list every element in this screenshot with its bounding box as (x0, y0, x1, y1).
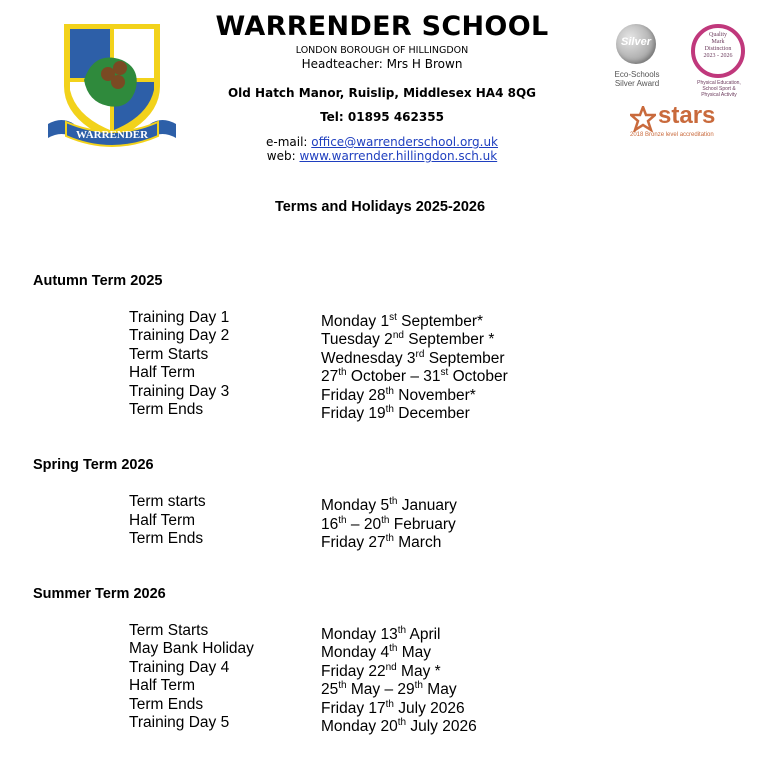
school-name: WARRENDER SCHOOL (215, 11, 549, 42)
row-label: Term starts (129, 493, 206, 510)
spring-term-section (33, 457, 733, 474)
row-date: Wednesday 3rd September (321, 349, 505, 368)
qm-line-3: Distinction (704, 46, 732, 52)
page-title: Terms and Holidays 2025-2026 (274, 199, 486, 215)
row-date: Monday 5th January (321, 496, 457, 515)
row-label: Half Term (129, 677, 196, 694)
email-label: e-mail: (265, 135, 312, 149)
star-icon (630, 106, 656, 132)
silver-badge-word: Silver (621, 36, 651, 48)
eco-caption-line-2: Silver Award (614, 79, 660, 88)
row-label: Training Day 1 (129, 309, 230, 326)
school-crest-logo (44, 20, 180, 148)
qm-sub-1: Physical Education, (697, 80, 741, 86)
row-label: Training Day 5 (129, 714, 230, 731)
web-label: web: (266, 149, 300, 163)
stars-accreditation-badge (630, 102, 730, 142)
row-date: Monday 20th July 2026 (321, 717, 477, 736)
row-date: Tuesday 2nd September * (321, 330, 495, 349)
row-date: 25th May – 29th May (321, 680, 457, 699)
row-date: Monday 13th April (321, 625, 441, 644)
qm-sub-3: Physical Activity (701, 92, 737, 98)
summer-term-section (33, 586, 733, 603)
school-telephone: Tel: 01895 462355 (320, 110, 444, 124)
row-date: 16th – 20th February (321, 515, 456, 534)
row-label: Term Ends (129, 401, 204, 418)
row-label: Training Day 4 (129, 659, 230, 676)
row-label: Term Starts (129, 622, 209, 639)
web-line (200, 149, 564, 163)
crest-banner-text: WARRENDER (75, 129, 149, 141)
row-label: Training Day 2 (129, 327, 230, 344)
borough-name: LONDON BOROUGH OF HILLINGDON (295, 45, 469, 56)
row-date: Friday 28th November* (321, 386, 476, 405)
row-date: Monday 4th May (321, 643, 432, 662)
stars-word: stars (658, 102, 716, 129)
row-label: Term Starts (129, 346, 209, 363)
row-label: Training Day 3 (129, 383, 230, 400)
row-label: Half Term (129, 364, 196, 381)
qm-line-4: 2023 - 2026 (703, 53, 733, 59)
headteacher-line: Headteacher: Mrs H Brown (301, 57, 463, 71)
qm-sub-2: School Sport & (702, 86, 736, 92)
autumn-term-section (33, 273, 733, 290)
quality-mark-badge (687, 22, 751, 98)
row-label: Term Ends (129, 530, 204, 547)
quality-mark-text (695, 32, 741, 60)
section-title: Spring Term 2026 (33, 457, 154, 473)
school-header (200, 10, 564, 163)
quality-mark-caption (687, 80, 751, 98)
row-label: Term Ends (129, 696, 204, 713)
row-date: Friday 22nd May * (321, 662, 441, 681)
qm-line-2: Mark (711, 39, 725, 45)
qm-line-1: Quality (709, 32, 727, 38)
row-label: May Bank Holiday (129, 640, 254, 657)
eco-caption-line-1: Eco-Schools (614, 70, 660, 79)
eco-schools-silver-badge (601, 22, 673, 94)
row-label: Half Term (129, 512, 196, 529)
row-date: Friday 17th July 2026 (321, 699, 465, 718)
row-date: Friday 27th March (321, 533, 442, 552)
section-title: Summer Term 2026 (33, 586, 166, 602)
row-date: Friday 19th December (321, 404, 470, 423)
row-date: Monday 1st September* (321, 312, 484, 331)
email-line (200, 135, 564, 149)
stars-caption: 2018 Bronze level accreditation (630, 132, 714, 138)
email-link[interactable]: office@warrenderschool.org.uk (311, 135, 499, 149)
eco-schools-caption (601, 70, 673, 88)
section-title: Autumn Term 2025 (33, 273, 163, 289)
school-address: Old Hatch Manor, Ruislip, Middlesex HA4 8QG (227, 86, 537, 100)
website-link[interactable]: www.warrender.hillingdon.sch.uk (299, 149, 498, 163)
row-date: 27th October – 31st October (321, 367, 508, 386)
